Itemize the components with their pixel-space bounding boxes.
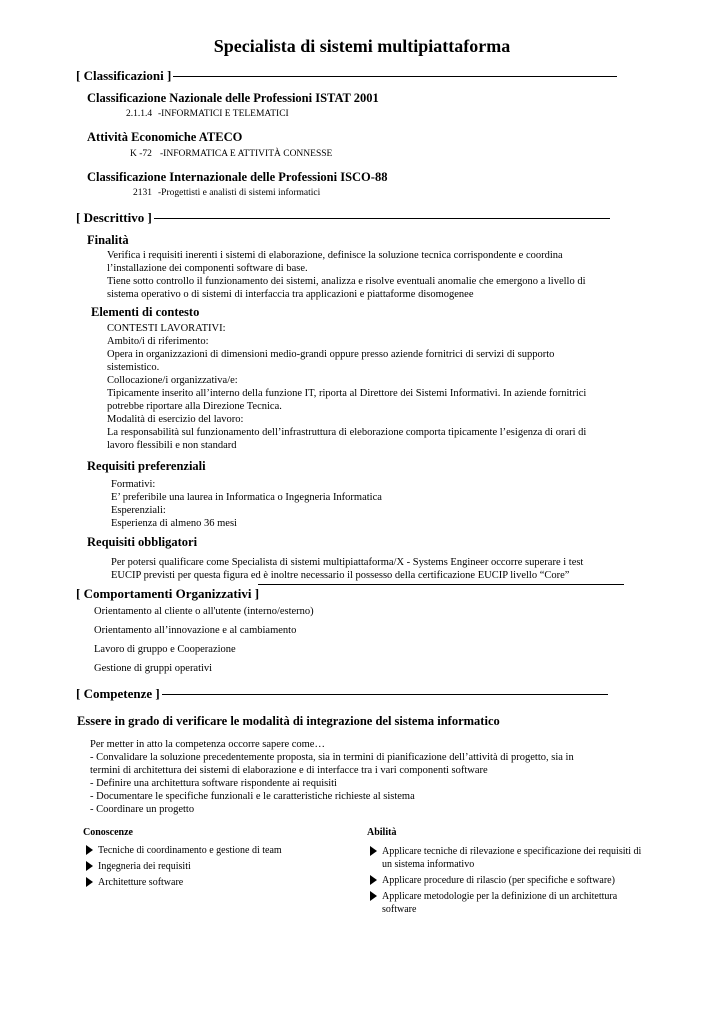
finalita-heading: Finalità — [87, 233, 129, 247]
text-line: Formativi: — [111, 479, 156, 490]
ateco-code: K -72 — [130, 149, 152, 159]
istat-code: 2.1.1.4 — [126, 109, 153, 119]
conoscenze-list — [86, 844, 336, 892]
competenza-heading: Essere in grado di verificare le modalità di integrazione del sistema informatico — [77, 714, 500, 728]
text-line: Modalità di esercizio del lavoro: — [107, 414, 244, 425]
text-line: termini di architettura dei sistemi di elaborazione e di interfacce tra i vari componenti software — [90, 765, 488, 776]
finalita-text — [107, 249, 586, 301]
text-line: E’ preferibile una laurea in Informatica o Ingegneria Informatica — [111, 492, 382, 503]
list-item: Applicare tecniche di rilevazione e specificazione dei requisiti di un sistema informativo — [370, 845, 642, 871]
section-header: [ Comportamenti Organizzativi ] — [76, 586, 260, 601]
obbligatori-heading: Requisiti obbligatori — [87, 535, 198, 549]
text-line: sistemistico. — [107, 362, 160, 373]
bullet-triangle-icon — [370, 846, 377, 856]
section-rule — [173, 76, 617, 77]
bullet-triangle-icon — [86, 845, 93, 855]
text-line: lavoro flessibili e non standard — [107, 440, 237, 451]
text-line: Collocazione/i organizzativa/e: — [107, 375, 238, 386]
text-line: EUCIP previsti per questa figura ed è inoltre necessario il possesso della certificazione EUCIP livello “Core” — [111, 570, 570, 581]
bullet-triangle-icon — [370, 891, 377, 901]
text-line: - Definire una architettura software rispondente ai requisiti — [90, 778, 337, 789]
istat-desc: -INFORMATICI E TELEMATICI — [158, 109, 289, 119]
text-line: - Coordinare un progetto — [90, 804, 195, 815]
abilita-heading: Abilità — [367, 827, 397, 838]
competenza-text — [90, 738, 574, 816]
isco-heading: Classificazione Internazionale delle Professioni ISCO-88 — [87, 170, 388, 184]
bullet-triangle-icon — [370, 875, 377, 885]
section-rule — [162, 694, 608, 695]
comportamento-item: Lavoro di gruppo e Cooperazione — [94, 644, 236, 655]
page-title: Specialista di sistemi multipiattaforma — [213, 36, 511, 56]
obbligatori-text — [111, 556, 583, 582]
list-item: Applicare procedure di rilascio (per specifiche e software) — [370, 874, 642, 887]
text-line: Esperenziali: — [111, 505, 166, 516]
contesto-text — [107, 322, 586, 452]
ateco-heading: Attività Economiche ATECO — [87, 130, 243, 144]
text-line: Esperienza di almeno 36 mesi — [111, 518, 237, 529]
preferenziali-text — [111, 478, 382, 530]
list-item: Tecniche di coordinamento e gestione di team — [86, 844, 336, 857]
list-item: Applicare metodologie per la definizione di un architettura software — [370, 890, 642, 916]
text-line: Per potersi qualificare come Specialista di sistemi multipiattaforma/X - Systems Engineer occorre superare i test — [111, 557, 584, 568]
text-line: sistema operativo o di sistemi di interfaccia tra applicazioni e piattaforme disomogenee — [107, 289, 474, 300]
istat-heading: Classificazione Nazionale delle Professioni ISTAT 2001 — [87, 91, 379, 105]
divider-line — [258, 584, 624, 585]
section-comportamenti — [76, 586, 259, 602]
text-line: Tiene sotto controllo il funzionamento dei sistemi, analizza e risolve eventuali anomalie che emergono a livello di — [107, 276, 586, 287]
text-line: Per metter in atto la competenza occorre sapere come… — [90, 739, 325, 750]
isco-desc: -Progettisti e analisti di sistemi informatici — [158, 188, 321, 198]
text-line: La responsabilità sul funzionamento dell’infrastruttura di eleborazione comporta tipicamente l’esigenza di orari di — [107, 427, 587, 438]
conoscenze-heading: Conoscenze — [83, 827, 133, 838]
list-item: Ingegneria dei requisiti — [86, 860, 336, 873]
comportamento-item: Gestione di gruppi operativi — [94, 663, 213, 674]
text-line: Ambito/i di riferimento: — [107, 336, 209, 347]
list-item: Architetture software — [86, 876, 336, 889]
bullet-triangle-icon — [86, 877, 93, 887]
bullet-triangle-icon — [86, 861, 93, 871]
text-line: Verifica i requisiti inerenti i sistemi di elaborazione, definisce la soluzione tecnica corrispondente e coordina — [107, 250, 563, 261]
section-competenze — [76, 686, 608, 702]
text-line: - Convalidare la soluzione precedentemente proposta, sia in termini di pianificazione dell’attività di progetto, sia in — [90, 752, 574, 763]
abilita-list — [370, 845, 642, 919]
ateco-desc: -INFORMATICA E ATTIVITÀ CONNESSE — [160, 149, 333, 159]
text-line: l’installazione dei componenti software di base. — [107, 263, 308, 274]
section-header: [ Descrittivo ] — [76, 210, 152, 225]
contesto-heading: Elementi di contesto — [91, 305, 200, 319]
section-rule — [154, 218, 610, 219]
text-line: Tipicamente inserito all’interno della funzione IT, riporta al Direttore dei Sistemi Informativi. In aziende fornitrici — [107, 388, 587, 399]
text-line: - Documentare le specifiche funzionali e le caratteristiche richieste al sistema — [90, 791, 415, 802]
text-line: CONTESTI LAVORATIVI: — [107, 323, 226, 334]
comportamento-item: Orientamento al cliente o all'utente (interno/esterno) — [94, 606, 314, 617]
section-classificazioni — [76, 68, 617, 84]
section-descrittivo — [76, 210, 610, 226]
isco-code: 2131 — [133, 188, 152, 198]
section-header: [ Classificazioni ] — [76, 68, 172, 83]
text-line: potrebbe riportare alla Direzione Tecnica. — [107, 401, 282, 412]
preferenziali-heading: Requisiti preferenziali — [87, 459, 206, 473]
text-line: Opera in organizzazioni di dimensioni medio-grandi oppure presso aziende fornitrici di servizi di supporto — [107, 349, 555, 360]
comportamento-item: Orientamento all’innovazione e al cambiamento — [94, 625, 297, 636]
section-header: [ Competenze ] — [76, 686, 160, 701]
